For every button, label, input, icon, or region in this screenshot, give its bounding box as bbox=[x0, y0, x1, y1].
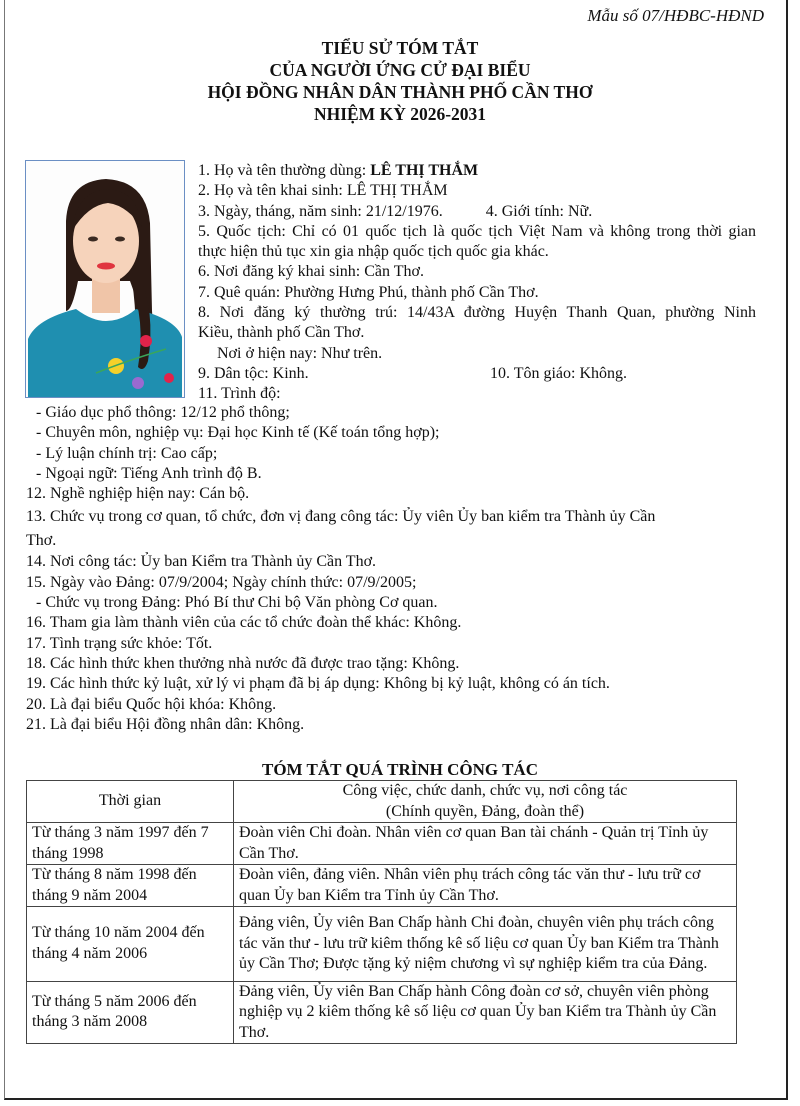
title-line-1: TIỂU SỬ TÓM TẮT bbox=[321, 38, 479, 58]
field-gender: 4. Giới tính: Nữ. bbox=[485, 202, 593, 220]
field-residence-line2: Kiều, thành phố Cần Thơ. bbox=[198, 324, 365, 342]
candidate-photo bbox=[25, 160, 185, 398]
field-ethnicity-religion bbox=[198, 364, 756, 384]
edu-language: - Ngoại ngữ: Tiếng Anh trình độ B. bbox=[36, 464, 262, 482]
row-description: Đảng viên, Ủy viên Ban Chấp hành Chi đoàn, chuyên viên phụ trách công tác văn thư - lưu trữ kiêm thống kê số liệu cơ quan Ủy ban Kiểm tra Thành ủy Cần Thơ; Được tặng kỷ niệm chương vì sự nghiệp kiểm tra của Đảng. bbox=[234, 907, 737, 982]
field-peoples-council: 21. Là đại biểu Hội đồng nhân dân: Không. bbox=[26, 715, 305, 733]
header-desc-line2: (Chính quyền, Đảng, đoàn thể) bbox=[385, 802, 585, 820]
candidate-name: LÊ THỊ THẮM bbox=[370, 162, 479, 179]
title-line-2: CỦA NGƯỜI ỨNG CỬ ĐẠI BIỂU bbox=[269, 60, 531, 80]
field-residence-line1: 8. Nơi đăng ký thường trú: 14/43A đường Huyện Thanh Quan, phường Ninh bbox=[198, 304, 756, 322]
row-description: Đoàn viên Chi đoàn. Nhân viên cơ quan Ban tài chánh - Quản trị Tỉnh ủy Cần Thơ. bbox=[234, 823, 737, 865]
field-current-address: Nơi ở hiện nay: Như trên. bbox=[217, 344, 383, 362]
row-time: Từ tháng 3 năm 1997 đến 7 tháng 1998 bbox=[27, 823, 234, 865]
work-history-table bbox=[26, 780, 737, 1044]
title-line-3: HỘI ĐỒNG NHÂN DÂN THÀNH PHỐ CẦN THƠ bbox=[207, 82, 593, 102]
field-awards: 18. Các hình thức khen thưởng nhà nước đã được trao tặng: Không. bbox=[26, 654, 460, 672]
field-health: 17. Tình trạng sức khỏe: Tốt. bbox=[26, 634, 213, 652]
field-common-name bbox=[198, 161, 756, 181]
edu-politics: - Lý luận chính trị: Cao cấp; bbox=[36, 444, 218, 462]
table-row bbox=[27, 823, 737, 865]
row-time: Từ tháng 8 năm 1998 đến tháng 9 năm 2004 bbox=[27, 865, 234, 907]
portrait-image bbox=[26, 161, 184, 397]
field-education-heading: 11. Trình độ: bbox=[198, 385, 281, 403]
field-dob-gender bbox=[198, 202, 756, 222]
field-nationality-line2: thực hiện thủ tục xin gia nhập quốc tịch quốc gia khác. bbox=[198, 243, 549, 261]
field-party-dates: 15. Ngày vào Đảng: 07/9/2004; Ngày chính thức: 07/9/2005; bbox=[26, 573, 417, 591]
personal-info bbox=[198, 161, 756, 405]
field-discipline: 19. Các hình thức kỷ luật, xử lý vi phạm đã bị áp dụng: Không bị kỷ luật, không có án tích. bbox=[26, 675, 610, 693]
field-religion: 10. Tôn giáo: Không. bbox=[490, 364, 628, 382]
field-dob: 3. Ngày, tháng, năm sinh: 21/12/1976. bbox=[198, 202, 443, 220]
table-row bbox=[27, 907, 737, 982]
table-header-row bbox=[27, 781, 737, 823]
edu-major: - Chuyên môn, nghiệp vụ: Đại học Kinh tế (Kế toán tổng hợp); bbox=[36, 424, 440, 442]
field-party-position: - Chức vụ trong Đảng: Phó Bí thư Chi bộ Văn phòng Cơ quan. bbox=[36, 594, 438, 612]
personal-info-continued bbox=[26, 403, 761, 735]
edu-general: - Giáo dục phổ thông: 12/12 phổ thông; bbox=[36, 404, 290, 421]
row-description: Đảng viên, Ủy viên Ban Chấp hành Công đoàn cơ sở, chuyên viên phòng nghiệp vụ 2 kiêm thống kê số liệu cơ quan Ủy ban Kiểm tra Thành ủy Cần Thơ. bbox=[234, 981, 737, 1044]
document-title bbox=[0, 37, 800, 125]
work-history-title: TÓM TẮT QUÁ TRÌNH CÔNG TÁC bbox=[262, 760, 538, 779]
field-hometown: 7. Quê quán: Phường Hưng Phú, thành phố Cần Thơ. bbox=[198, 283, 539, 301]
field-position-line1: 13. Chức vụ trong cơ quan, tổ chức, đơn vị đang công tác: Ủy viên Ủy ban kiểm tra Thành ủy Cần bbox=[26, 508, 656, 526]
field-nationality-line1: 5. Quốc tịch: Chỉ có 01 quốc tịch là quốc tịch Việt Nam và không trong thời gian bbox=[198, 222, 756, 240]
table-row bbox=[27, 981, 737, 1044]
header-time: Thời gian bbox=[27, 781, 234, 823]
field-birth-name: 2. Họ và tên khai sinh: LÊ THỊ THẮM bbox=[198, 182, 448, 200]
field-label: 1. Họ và tên thường dùng: bbox=[198, 162, 371, 179]
header-desc-line1: Công việc, chức danh, chức vụ, nơi công tác bbox=[342, 782, 628, 799]
field-workplace: 14. Nơi công tác: Ủy ban Kiểm tra Thành ủy Cần Thơ. bbox=[26, 553, 377, 571]
field-birth-registration: 6. Nơi đăng ký khai sinh: Cần Thơ. bbox=[198, 263, 424, 281]
row-time: Từ tháng 10 năm 2004 đến tháng 4 năm 2006 bbox=[27, 907, 234, 982]
header-description bbox=[234, 781, 737, 823]
row-description: Đoàn viên, đảng viên. Nhân viên phụ trách công tác văn thư - lưu trữ cơ quan Ủy ban Kiểm tra Tỉnh ủy Cần Thơ. bbox=[234, 865, 737, 907]
field-organizations: 16. Tham gia làm thành viên của các tổ chức đoàn thể khác: Không. bbox=[26, 614, 462, 632]
table-row bbox=[27, 865, 737, 907]
field-position-line2: Thơ. bbox=[26, 532, 57, 550]
form-code: Mẫu số 07/HĐBC-HĐND bbox=[587, 6, 764, 25]
field-ethnicity: 9. Dân tộc: Kinh. bbox=[198, 364, 309, 382]
row-time: Từ tháng 5 năm 2006 đến tháng 3 năm 2008 bbox=[27, 981, 234, 1044]
field-national-assembly: 20. Là đại biểu Quốc hội khóa: Không. bbox=[26, 695, 277, 713]
field-occupation: 12. Nghề nghiệp hiện nay: Cán bộ. bbox=[26, 485, 250, 503]
title-line-4: NHIỆM KỲ 2026-2031 bbox=[313, 104, 487, 124]
